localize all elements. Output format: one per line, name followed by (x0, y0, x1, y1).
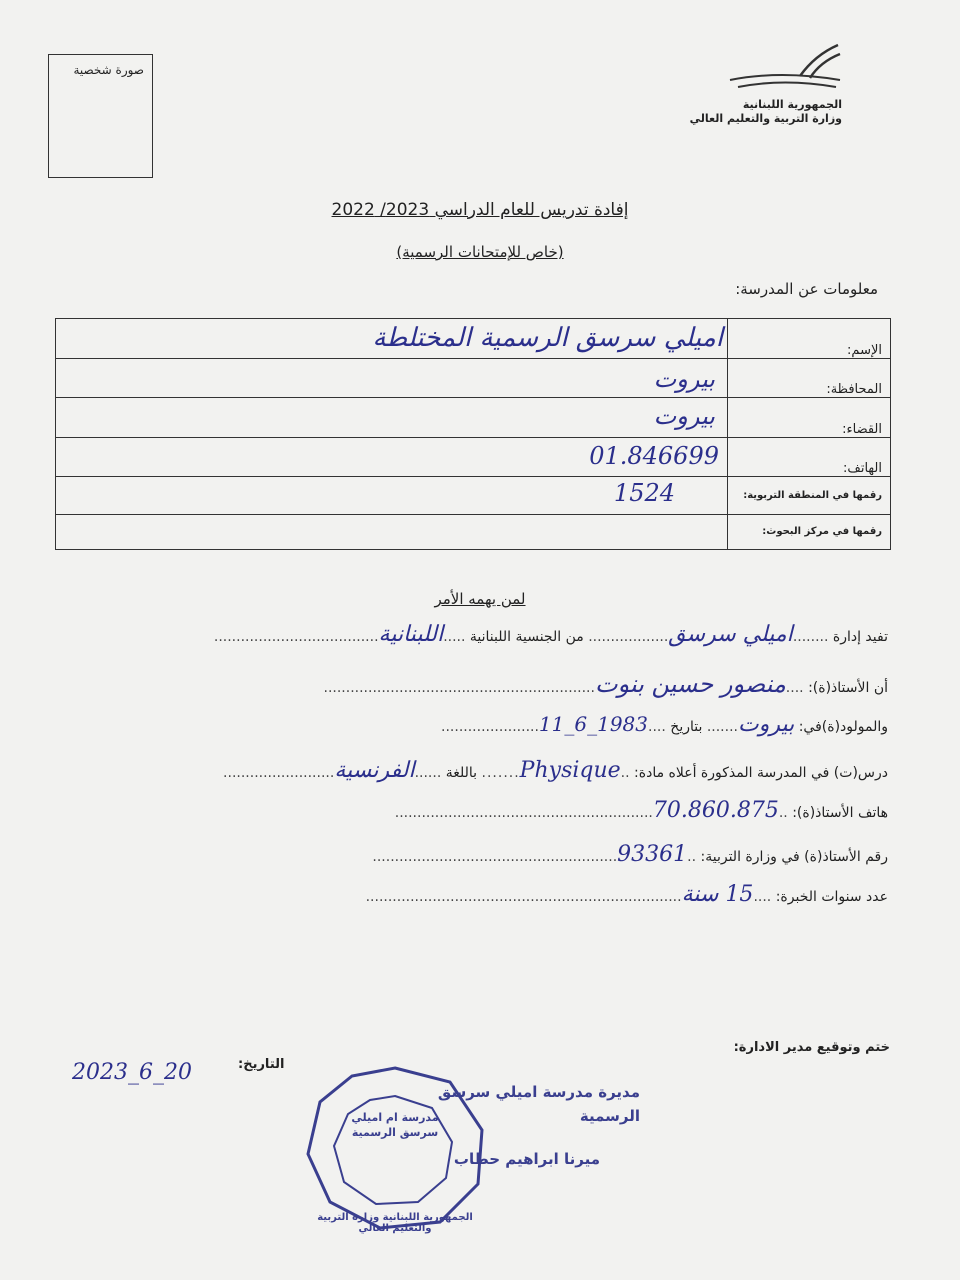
teacher-name-value: منصور حسين بنوت (594, 670, 786, 698)
teacher-number-value: 93361 (617, 842, 688, 867)
document-subtitle: (خاص للإمتحانات الرسمية) (396, 243, 564, 261)
governorate-label: المحافظة: (728, 358, 891, 398)
statement-label: رقم الأستاذ(ة) في وزارة التربية: (700, 849, 888, 865)
director-name: ميرنا ابراهيم حطاب (453, 1150, 600, 1168)
district-label: القضاء: (728, 398, 891, 438)
zone-cell (56, 477, 728, 514)
date-label: التاريخ: (238, 1057, 285, 1072)
table-row (56, 514, 891, 549)
district-value: بيروت (653, 402, 715, 431)
republic-label: الجمهورية اللبنانية (742, 98, 842, 111)
birth-place-value: بيروت (737, 712, 795, 737)
governorate-value: بيروت (653, 364, 715, 393)
statement-label: أن الأستاذ(ة): (808, 680, 888, 696)
school-name-label: الإسم: (728, 319, 891, 359)
table-row (56, 437, 891, 477)
school-name-handwritten: اميلي سرسق (668, 622, 793, 647)
photo-label: صورة شخصية (73, 63, 144, 77)
statement-line-teacher: أن الأستاذ(ة): ....منصور حسين بنوت............................................................. (323, 670, 888, 698)
table-row (56, 477, 891, 514)
zone-number-value: 1524 (613, 479, 675, 508)
nationality-value: اللبنانية (378, 622, 444, 647)
ministry-label: وزارة التربية والتعليم العالي (689, 112, 842, 125)
statement-label: تفيد إدارة (832, 629, 888, 645)
statement-label: والمولود(ة)في: (798, 719, 888, 735)
statement-label: بتاريخ (670, 719, 703, 735)
statement-line-number: رقم الأستاذ(ة) في وزارة التربية: ..93361....................................................... (372, 842, 888, 867)
statement-line-subject: درس(ت) في المدرسة المذكورة أعلاه مادة: ..Physique....... باللغة ......الفرنسية......................... (223, 758, 888, 783)
school-name-cell (56, 319, 728, 359)
school-phone-value: 01.846699 (589, 441, 719, 470)
table-row (56, 319, 891, 359)
phone-cell (56, 437, 728, 477)
district-cell (56, 398, 728, 438)
statement-line-school: تفيد إدارة ........اميلي سرسق.................. من الجنسية اللبنانية .....اللبنانية..................................... (213, 622, 888, 647)
teacher-phone-value: 70.860.875 (652, 798, 779, 823)
language-value: الفرنسية (334, 758, 415, 783)
document-title: إفادة تدريس للعام الدراسي 2023/ 2022 (331, 200, 629, 220)
table-row (56, 398, 891, 438)
research-cell (56, 514, 728, 549)
ministry-logo-icon (720, 40, 860, 100)
experience-value: 15 سنة (681, 882, 754, 907)
concern-heading: لمن يهمه الأمر (434, 590, 526, 608)
governorate-cell (56, 358, 728, 398)
director-title: مديرة مدرسة اميلي سرسق الرسمية (437, 1083, 640, 1125)
birth-date-value: 1983_6_11 (538, 712, 649, 736)
school-name-value: اميلي سرسق الرسمية المختلطة (372, 323, 723, 353)
phone-label: الهاتف: (728, 437, 891, 477)
statement-line-phone: هاتف الأستاذ(ة): ..70.860.875.......................................................... (394, 798, 888, 823)
statement-label: هاتف الأستاذ(ة): (792, 805, 888, 821)
statement-label: درس(ت) في المدرسة المذكورة أعلاه مادة: (634, 765, 888, 781)
photo-box (48, 54, 153, 178)
statement-label: من الجنسية اللبنانية (469, 629, 584, 645)
table-row (56, 358, 891, 398)
ministry-header (690, 98, 842, 126)
date-value: 2023_6_20 (72, 1060, 192, 1085)
stamp-ring-text: الجمهورية اللبنانية وزارة التربية والتعليم العالي (317, 1212, 473, 1234)
statement-line-experience: عدد سنوات الخبرة: ....15 سنة....................................................................... (365, 882, 888, 907)
subject-value: Physique (519, 758, 621, 783)
stamp-text: مدرسة ام اميلي سرسق الرسمية (351, 1111, 439, 1139)
statement-line-birth: والمولود(ة)في: بيروت....... بتاريخ ....1983_6_11...................... (441, 712, 888, 737)
school-info-table (55, 318, 891, 550)
zone-label: رقمها في المنطقة التربوية: (728, 477, 891, 514)
research-label: رقمها في مركز البحوث: (728, 514, 891, 549)
statement-label: باللغة (445, 765, 478, 781)
statement-label: عدد سنوات الخبرة: (775, 889, 888, 905)
signature-label: ختم وتوقيع مدير الادارة: (733, 1040, 890, 1055)
school-section-heading: معلومات عن المدرسة: (735, 280, 878, 298)
